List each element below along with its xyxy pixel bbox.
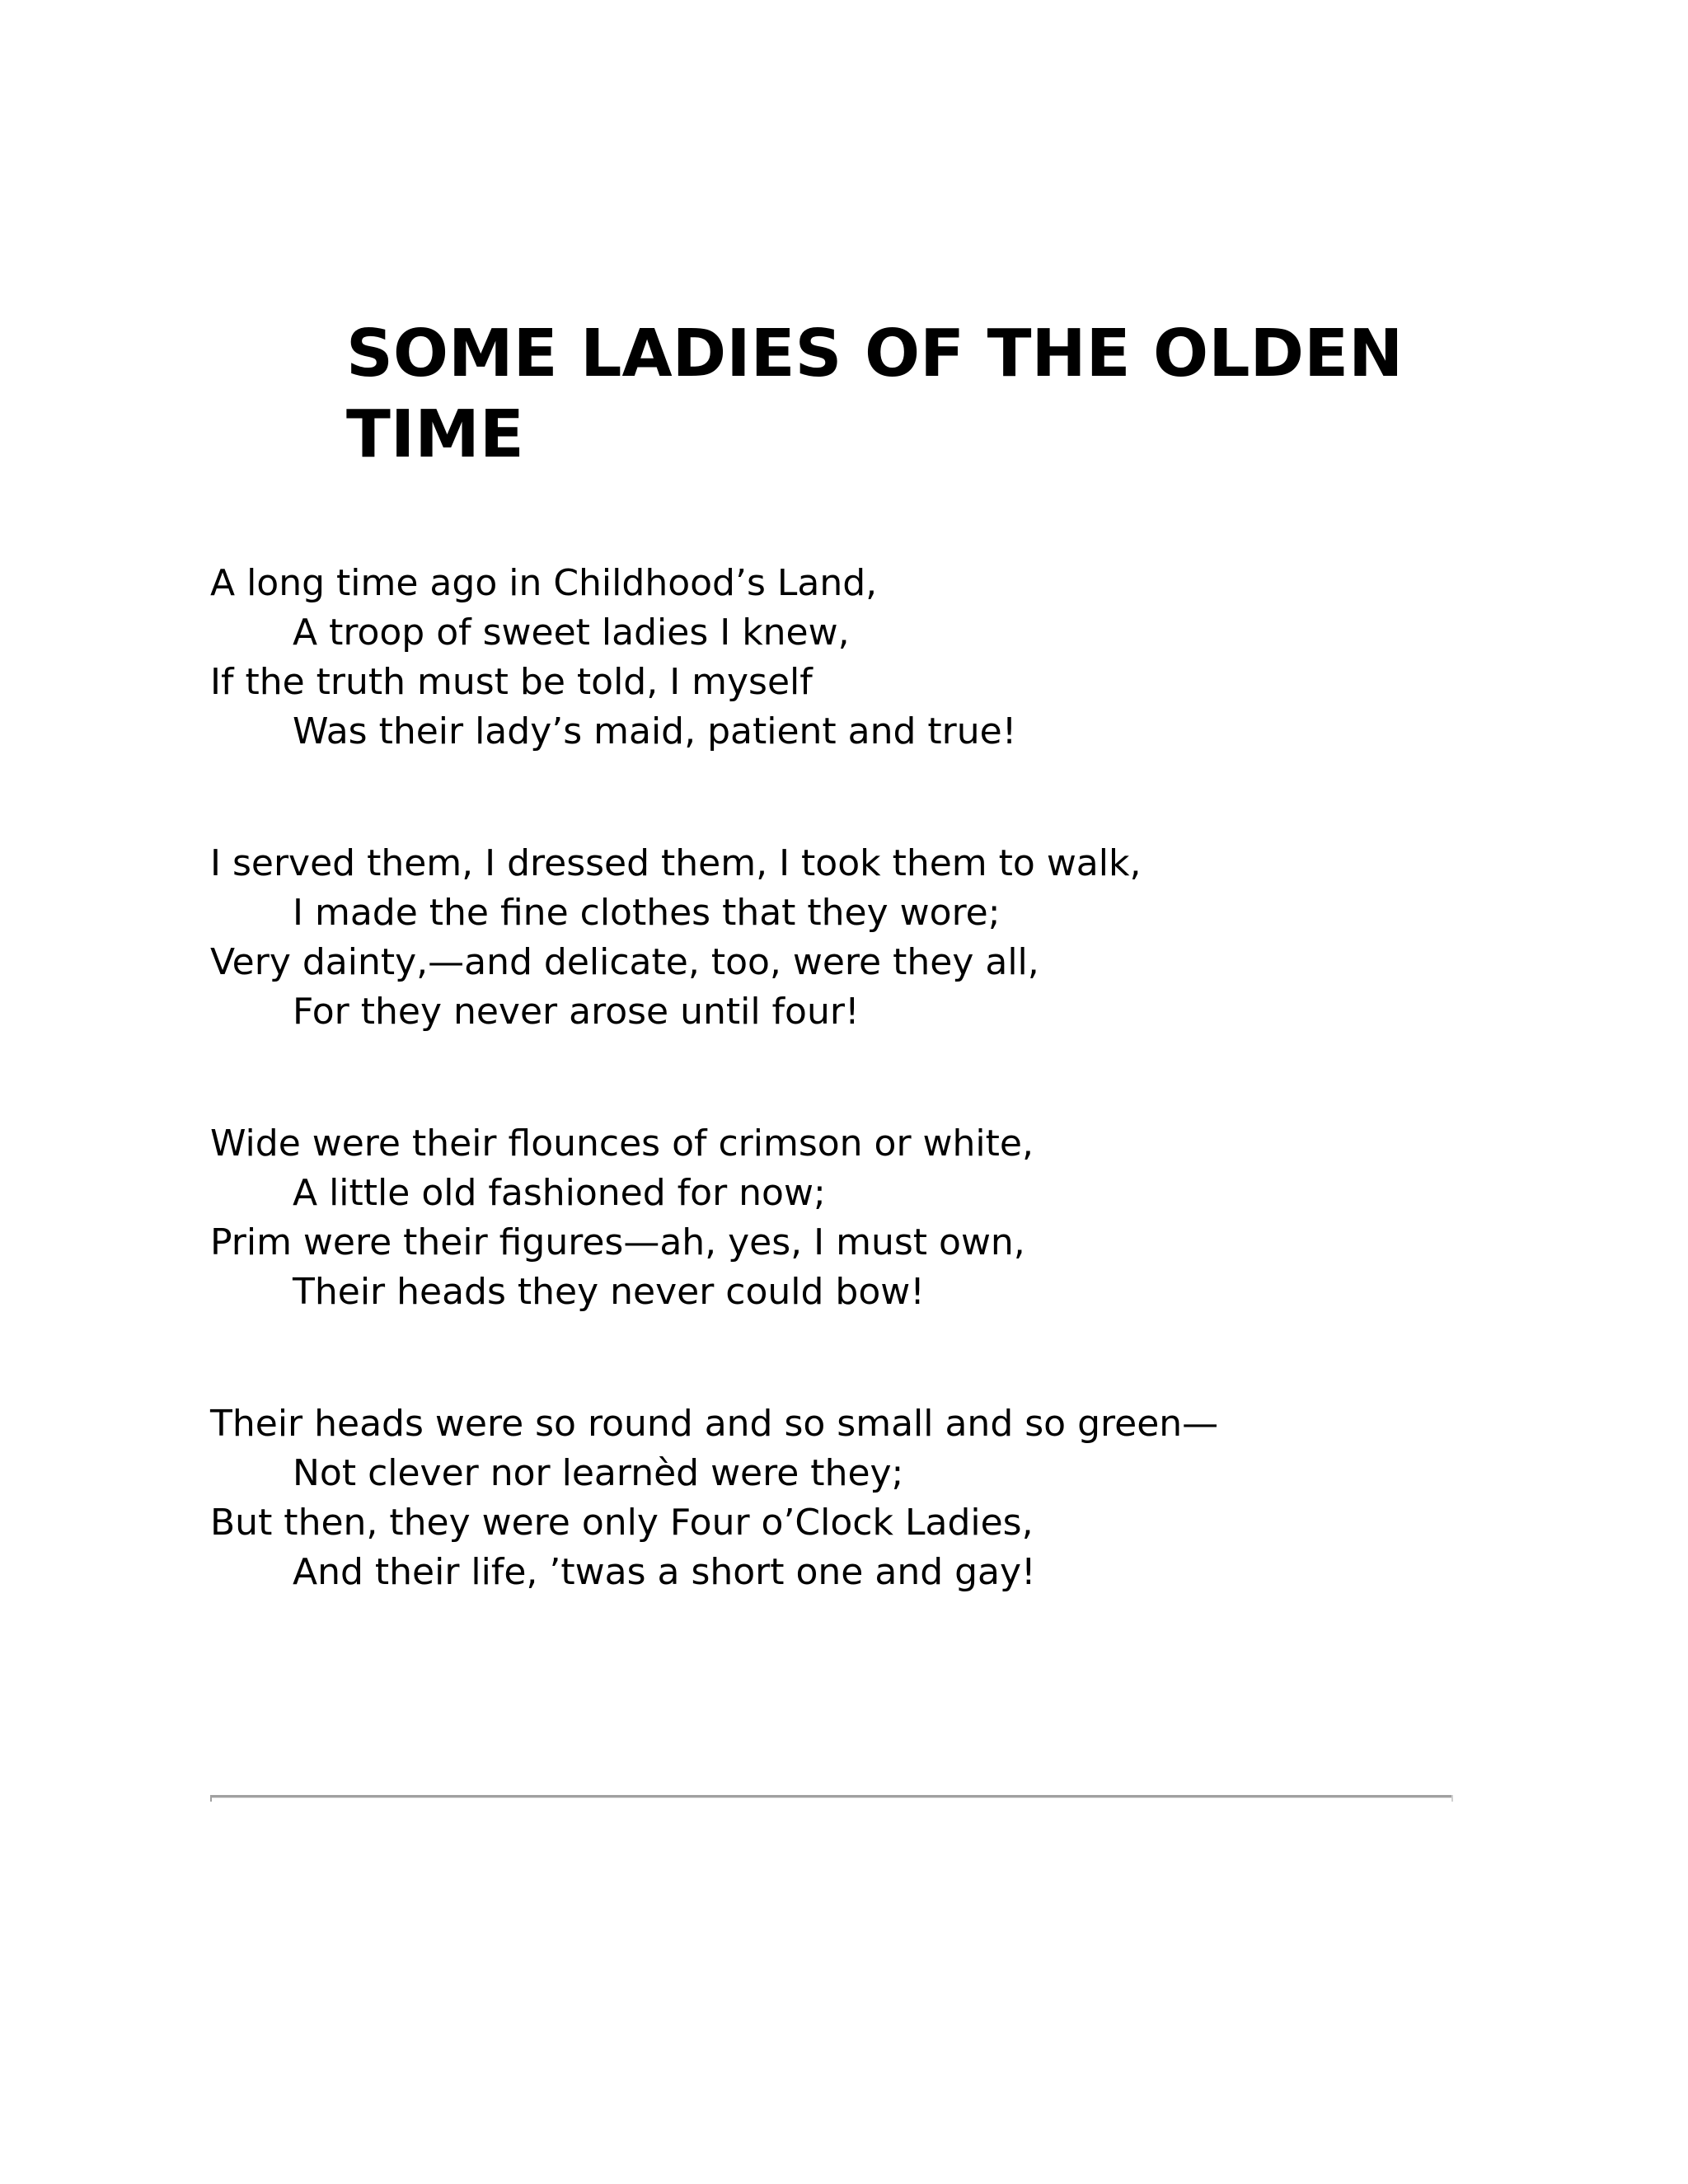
poem-line: Very dainty,—and delicate, too, were they all, bbox=[210, 941, 1039, 983]
poem-title-line-2: TIME bbox=[346, 396, 524, 472]
poem-line: If the truth must be told, I myself bbox=[210, 661, 813, 703]
poem-body bbox=[210, 559, 1529, 1680]
poem-line: Wide were their flounces of crimson or white, bbox=[210, 1122, 1034, 1165]
poem-title-line-1: SOME LADIES OF THE OLDEN bbox=[346, 316, 1404, 391]
poem-line-indented: Not clever nor learnèd were they; bbox=[293, 1452, 904, 1494]
poem-line-indented: Their heads they never could bow! bbox=[293, 1271, 925, 1313]
poem-line-indented: A little old fashioned for now; bbox=[293, 1172, 826, 1214]
poem-line-indented: Was their lady’s maid, patient and true! bbox=[293, 710, 1017, 752]
stanza-3 bbox=[210, 1119, 1529, 1317]
poem-line: I served them, I dressed them, I took them to walk, bbox=[210, 842, 1142, 884]
poem-line-indented: I made the fine clothes that they wore; bbox=[293, 892, 1001, 934]
poem-line: But then, they were only Four o’Clock Ladies, bbox=[210, 1502, 1034, 1544]
stanza-4 bbox=[210, 1399, 1529, 1597]
poem-line-indented: A troop of sweet ladies I knew, bbox=[293, 612, 850, 654]
stanza-1 bbox=[210, 559, 1529, 757]
stanza-2 bbox=[210, 839, 1529, 1037]
horizontal-rule-divider bbox=[210, 1795, 1453, 1798]
poem-line-indented: For they never arose until four! bbox=[293, 991, 860, 1033]
poem-line: Their heads were so round and so small and so green— bbox=[210, 1403, 1219, 1445]
poem-line: Prim were their figures—ah, yes, I must own, bbox=[210, 1221, 1025, 1263]
poem-line: A long time ago in Childhood’s Land, bbox=[210, 562, 878, 604]
poem-line-indented: And their life, ’twas a short one and gay! bbox=[293, 1551, 1036, 1593]
poem-title bbox=[346, 313, 1500, 475]
